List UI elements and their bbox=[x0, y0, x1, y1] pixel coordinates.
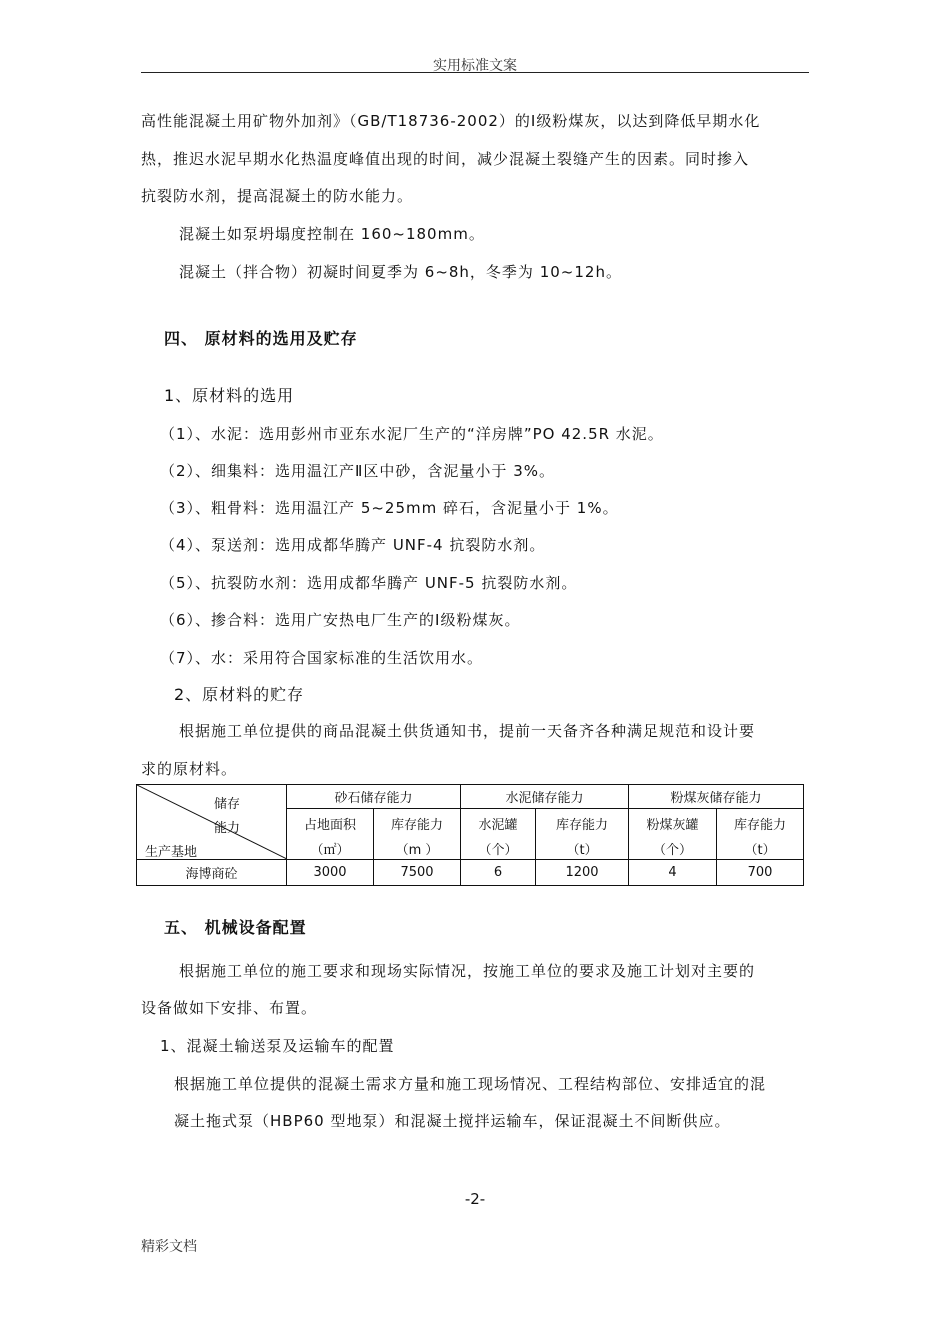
page-header: 实用标准文案 bbox=[433, 58, 517, 74]
material-item: （6）、掺合料：选用广安热电厂生产的Ⅰ级粉煤灰。 bbox=[160, 611, 521, 629]
group-header-sand: 砂石储存能力 bbox=[287, 785, 461, 809]
subsection-storage-heading: 2、原材料的贮存 bbox=[174, 685, 305, 704]
value-cell: 4 bbox=[629, 860, 717, 886]
sub-header: 粉煤灰罐 bbox=[629, 809, 717, 838]
paragraph-line: 抗裂防水剂，提高混凝土的防水能力。 bbox=[141, 187, 414, 205]
unit-cell: （个） bbox=[461, 838, 536, 859]
corner-label-storage: 储存 bbox=[213, 797, 240, 812]
subsection-pump-heading: 1、混凝土输送泵及运输车的配置 bbox=[160, 1037, 395, 1055]
sub-header: 库存能力 bbox=[374, 809, 461, 838]
subsection-selection-heading: 1、原材料的选用 bbox=[164, 386, 295, 405]
corner-label-base: 生产基地 bbox=[145, 845, 198, 860]
paragraph-line: 根据施工单位提供的商品混凝土供货通知书，提前一天备齐各种满足规范和设计要 bbox=[179, 722, 756, 740]
sub-header: 库存能力 bbox=[536, 809, 629, 838]
storage-capacity-table bbox=[136, 784, 804, 886]
value-cell: 700 bbox=[717, 860, 804, 886]
unit-cell: （个） bbox=[629, 838, 717, 859]
material-item: （7）、水：采用符合国家标准的生活饮用水。 bbox=[160, 649, 484, 667]
table-corner-cell bbox=[137, 785, 287, 860]
paragraph-line: 根据施工单位提供的混凝土需求方量和施工现场情况、工程结构部位、安排适宜的混 bbox=[174, 1075, 767, 1093]
corner-label-capacity: 能力 bbox=[213, 821, 240, 836]
group-header-flyash: 粉煤灰储存能力 bbox=[629, 785, 804, 809]
unit-cell: （t） bbox=[717, 838, 804, 859]
sub-header: 库存能力 bbox=[717, 809, 804, 838]
footer-label: 精彩文档 bbox=[141, 1239, 197, 1255]
header-rule bbox=[141, 72, 809, 73]
paragraph-line: 高性能混凝土用矿物外加剂》（GB/T18736-2002）的Ⅰ级粉煤灰，以达到降低早期水化 bbox=[141, 112, 761, 130]
sub-header: 水泥罐 bbox=[461, 809, 536, 838]
row-name-cell: 海博商砼 bbox=[137, 860, 287, 886]
page-number: -2- bbox=[464, 1190, 486, 1208]
section-4-heading: 四、 原材料的选用及贮存 bbox=[164, 329, 358, 348]
material-item: （1）、水泥：选用彭州市亚东水泥厂生产的“洋房牌”PO 42.5R 水泥。 bbox=[160, 425, 664, 443]
material-item: （4）、泵送剂：选用成都华腾产 UNF-4 抗裂防水剂。 bbox=[160, 536, 546, 554]
unit-cell: （㎡） bbox=[287, 838, 374, 859]
paragraph-line: 根据施工单位的施工要求和现场实际情况，按施工单位的要求及施工计划对主要的 bbox=[179, 962, 756, 980]
setting-time-paragraph: 混凝土（拌合物）初凝时间夏季为 6~8h，冬季为 10~12h。 bbox=[179, 263, 622, 281]
material-item: （5）、抗裂防水剂：选用成都华腾产 UNF-5 抗裂防水剂。 bbox=[160, 574, 578, 592]
material-item: （2）、细集料：选用温江产Ⅱ区中砂，含泥量小于 3%。 bbox=[160, 462, 555, 480]
sub-header: 占地面积 bbox=[287, 809, 374, 838]
slump-paragraph: 混凝土如泵坍塌度控制在 160~180mm。 bbox=[179, 225, 485, 243]
value-cell: 7500 bbox=[374, 860, 461, 886]
paragraph-line: 求的原材料。 bbox=[141, 760, 238, 778]
value-cell: 1200 bbox=[536, 860, 629, 886]
unit-cell: （m ） bbox=[374, 838, 461, 859]
table-row bbox=[137, 860, 804, 886]
group-header-cement: 水泥储存能力 bbox=[461, 785, 629, 809]
value-cell: 6 bbox=[461, 860, 536, 886]
section-5-heading: 五、 机械设备配置 bbox=[164, 918, 307, 937]
unit-cell: （t） bbox=[536, 838, 629, 859]
value-cell: 3000 bbox=[287, 860, 374, 886]
paragraph-line: 热，推迟水泥早期水化热温度峰值出现的时间，减少混凝土裂缝产生的因素。同时掺入 bbox=[141, 150, 750, 168]
paragraph-line: 凝土拖式泵（HBP60 型地泵）和混凝土搅拌运输车，保证混凝土不间断供应。 bbox=[174, 1112, 731, 1130]
paragraph-line: 设备做如下安排、布置。 bbox=[141, 999, 318, 1017]
material-item: （3）、粗骨料：选用温江产 5~25mm 碎石，含泥量小于 1%。 bbox=[160, 499, 619, 517]
